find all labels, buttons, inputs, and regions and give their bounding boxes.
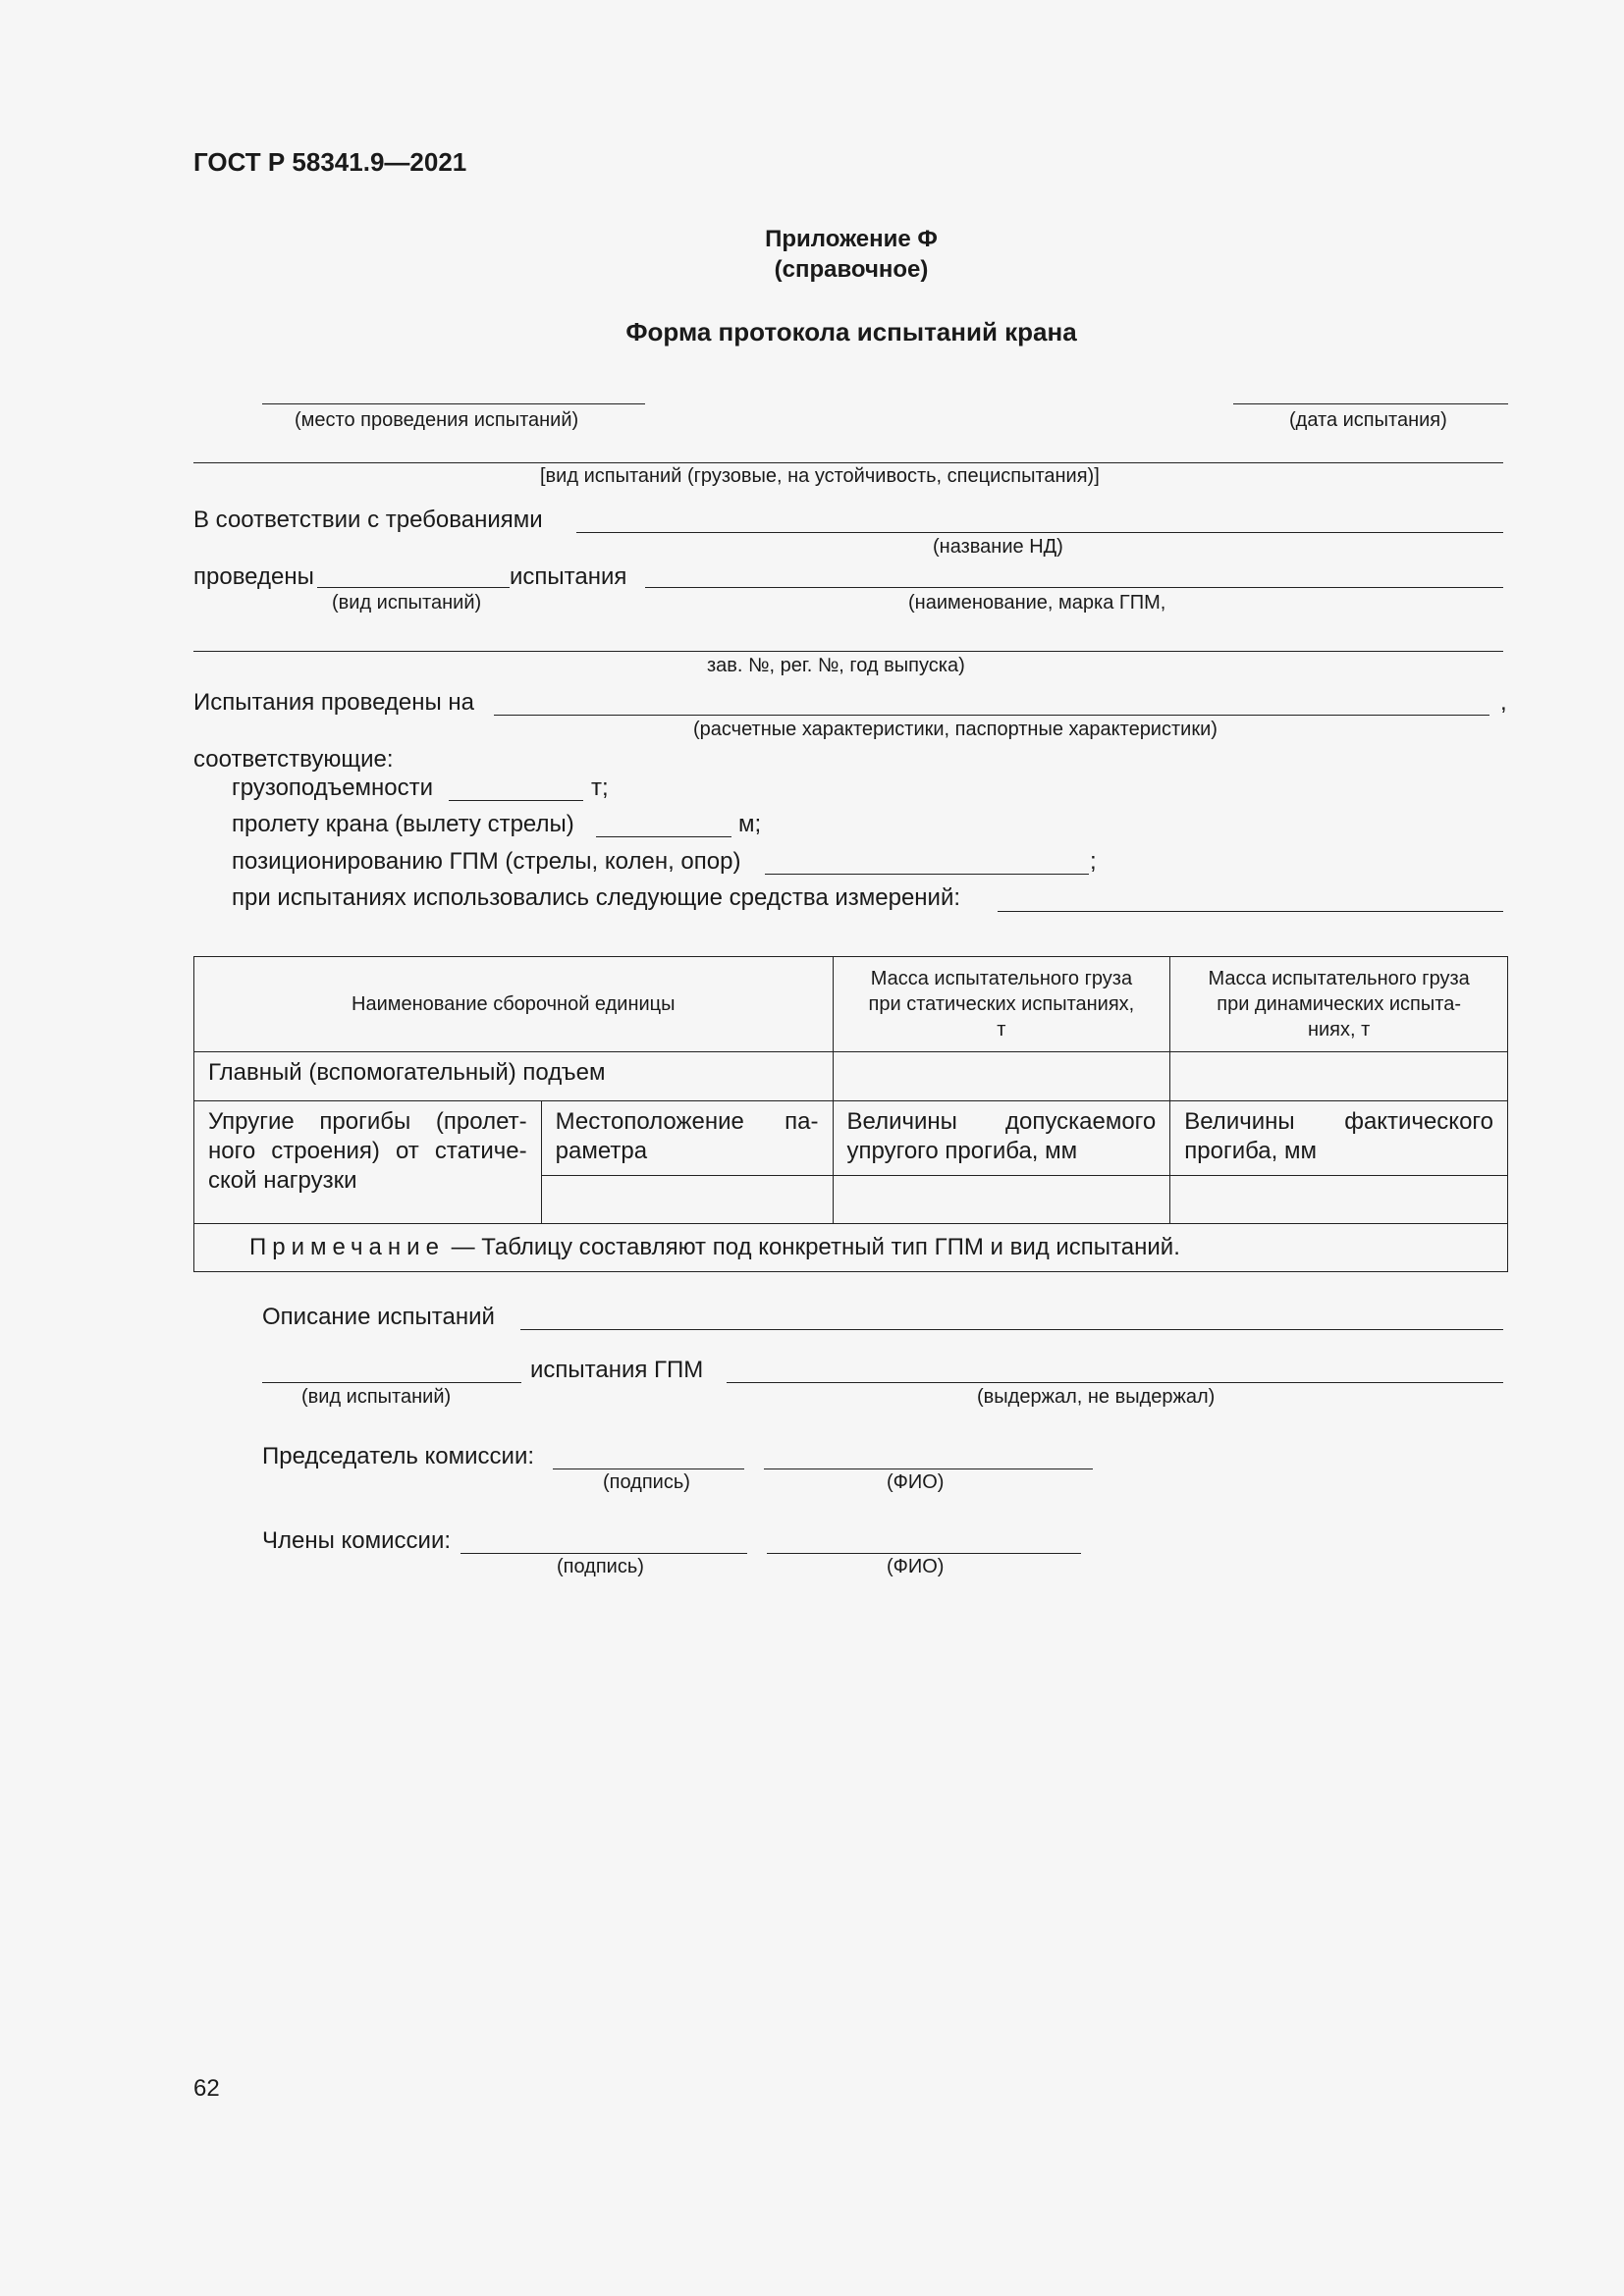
position-label: позиционированию ГПМ (стрелы, колен, опор) [232,848,741,875]
appendix-title: Приложение Ф [765,226,938,252]
characteristics-caption: (расчетные характеристики, паспортные характеристики) [693,719,1218,740]
allowed-value-cell[interactable] [833,1176,1170,1224]
main-hoist-dynamic-cell[interactable] [1170,1052,1508,1101]
span-unit: м; [738,811,762,837]
header-static-mass: Масса испытательного груза при статических испытаниях, т [833,957,1170,1052]
test-kind-line[interactable] [193,462,1503,463]
characteristics-line[interactable] [494,715,1489,716]
allowed-deflection: Величины допускаемого упругого прогиба, мм [833,1101,1170,1176]
place-caption: (место проведения испытаний) [295,409,579,431]
place-line[interactable] [262,403,645,404]
tests-label: испытания [510,563,627,590]
capacity-unit: т; [591,774,609,801]
gpm-name-caption: (наименование, марка ГПМ, [908,592,1166,614]
header-assembly-unit: Наименование сборочной единицы [194,957,834,1052]
form-title: Форма протокола испытаний крана [625,317,1077,347]
serial-caption: зав. №, рег. №, год выпуска) [707,655,965,676]
gpm-tests-label: испытания ГПМ [530,1357,704,1383]
description-label: Описание испытаний [262,1304,495,1330]
conducted-kind-caption: (вид испытаний) [332,592,482,614]
description-line[interactable] [520,1329,1503,1330]
header-dynamic-mass: Масса испытательного груза при динамических испыта- ниях, т [1170,957,1508,1052]
appendix-type: (справочное) [774,256,929,283]
members-signature-caption: (подпись) [557,1556,644,1577]
document-code: ГОСТ Р 58341.9—2021 [193,147,467,177]
position-line[interactable] [765,874,1089,875]
chairman-fio-line[interactable] [764,1468,1093,1469]
chairman-label: Председатель комиссии: [262,1443,535,1469]
result-caption: (выдержал, не выдержал) [977,1386,1216,1408]
chairman-signature-caption: (подпись) [603,1471,690,1493]
members-signature-line[interactable] [460,1553,747,1554]
conducted-label: проведены [193,563,314,590]
members-label: Члены комиссии: [262,1527,452,1554]
span-label: пролету крана (вылету стрелы) [232,811,574,837]
position-end: ; [1090,848,1097,875]
main-hoist-static-cell[interactable] [833,1052,1170,1101]
capacity-label: грузоподъемности [232,774,434,801]
conducted-kind-line[interactable] [317,587,510,588]
row-elastic-deflection: Упругие прогибы (пролет- ного строения) от статиче- ской нагрузки [194,1101,542,1224]
span-line[interactable] [596,836,731,837]
corresponding-label: соответствующие: [193,746,394,773]
members-fio-line[interactable] [767,1553,1081,1554]
nd-line[interactable] [576,532,1503,533]
tests-on-label: Испытания проведены на [193,689,475,716]
requirements-label: В соответствии с требованиями [193,507,543,533]
test-kind-caption: [вид испытаний (грузовые, на устойчивость, специспытания)] [540,465,1100,487]
chairman-signature-line[interactable] [553,1468,744,1469]
note-text: — Таблицу составляют под конкретный тип ГПМ и вид испытаний. [451,1234,1180,1260]
location-parameter: Местоположение па- раметра [541,1101,833,1176]
result-kind-caption: (вид испытаний) [301,1386,452,1408]
gpm-name-line[interactable] [645,587,1503,588]
instruments-line[interactable] [998,911,1503,912]
test-table [193,956,1508,1272]
actual-value-cell[interactable] [1170,1176,1508,1224]
capacity-line[interactable] [449,800,583,801]
row-main-hoist: Главный (вспомогательный) подъем [194,1052,834,1101]
table-note [194,1224,1508,1272]
location-value-cell[interactable] [541,1176,833,1224]
date-line[interactable] [1233,403,1508,404]
note-word: Примечание [249,1234,445,1260]
actual-deflection: Величины фактического прогиба, мм [1170,1101,1508,1176]
page-number: 62 [193,2075,220,2102]
comma: , [1500,689,1507,716]
chairman-fio-caption: (ФИО) [887,1471,945,1493]
members-fio-caption: (ФИО) [887,1556,945,1577]
nd-caption: (название НД) [933,536,1063,558]
serial-line[interactable] [193,651,1503,652]
instruments-label: при испытаниях использовались следующие средства измерений: [232,884,961,911]
date-caption: (дата испытания) [1289,409,1447,431]
result-line[interactable] [727,1382,1503,1383]
result-kind-line[interactable] [262,1382,521,1383]
